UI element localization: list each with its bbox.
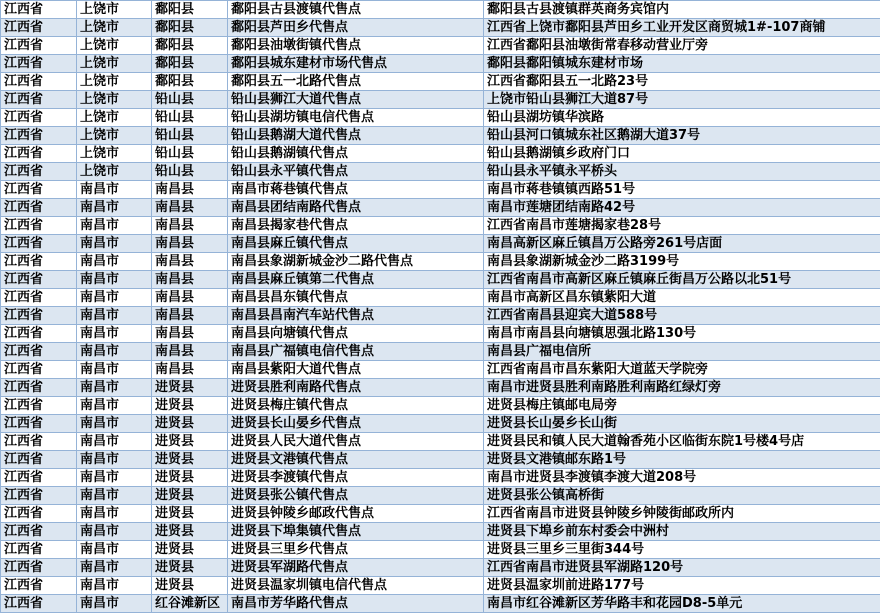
cell-county[interactable]: 铅山县 — [152, 109, 228, 127]
table-row — [1, 541, 880, 559]
cell-county[interactable]: 铅山县 — [152, 145, 228, 163]
cell-address[interactable]: 进贤县温家圳前进路177号 — [484, 577, 880, 595]
cell-outlet[interactable]: 鄱阳县芦田乡代售点 — [228, 19, 484, 37]
cell-address[interactable]: 进贤县梅庄镇邮电局旁 — [484, 397, 880, 415]
cell-province[interactable]: 江西省 — [1, 181, 77, 199]
cell-outlet[interactable]: 南昌县麻丘镇第二代售点 — [228, 271, 484, 289]
table-row — [1, 325, 880, 343]
cell-city[interactable]: 上饶市 — [77, 73, 152, 91]
cell-county[interactable]: 铅山县 — [152, 163, 228, 181]
cell-province[interactable]: 江西省 — [1, 505, 77, 523]
cell-county[interactable]: 鄱阳县 — [152, 37, 228, 55]
cell-outlet[interactable]: 南昌县昌东镇代售点 — [228, 289, 484, 307]
table-row — [1, 1, 880, 19]
cell-province[interactable]: 江西省 — [1, 91, 77, 109]
cell-city[interactable]: 上饶市 — [77, 55, 152, 73]
cell-outlet[interactable]: 南昌县象湖新城金沙二路代售点 — [228, 253, 484, 271]
cell-outlet[interactable]: 南昌县团结南路代售点 — [228, 199, 484, 217]
cell-address[interactable]: 上饶市铅山县狮江大道87号 — [484, 91, 880, 109]
cell-address[interactable]: 南昌市蒋巷镇镇西路51号 — [484, 181, 880, 199]
cell-county[interactable]: 鄱阳县 — [152, 1, 228, 19]
cell-county[interactable]: 进贤县 — [152, 541, 228, 559]
cell-address[interactable]: 江西省南昌市进贤县军湖路120号 — [484, 559, 880, 577]
cell-city[interactable]: 南昌市 — [77, 307, 152, 325]
cell-province[interactable]: 江西省 — [1, 19, 77, 37]
cell-city[interactable]: 南昌市 — [77, 289, 152, 307]
table-row — [1, 37, 880, 55]
cell-city[interactable]: 南昌市 — [77, 325, 152, 343]
cell-outlet[interactable]: 鄱阳县油墩街镇代售点 — [228, 37, 484, 55]
table-row — [1, 595, 880, 613]
cell-outlet[interactable]: 鄱阳县五一北路代售点 — [228, 73, 484, 91]
cell-county[interactable]: 南昌县 — [152, 199, 228, 217]
cell-province[interactable]: 江西省 — [1, 379, 77, 397]
table-row — [1, 55, 880, 73]
cell-city[interactable]: 南昌市 — [77, 181, 152, 199]
table-row — [1, 577, 880, 595]
table-row — [1, 487, 880, 505]
table-row — [1, 289, 880, 307]
cell-county[interactable]: 南昌县 — [152, 307, 228, 325]
cell-city[interactable]: 南昌市 — [77, 487, 152, 505]
cell-outlet[interactable]: 铅山县鹅湖大道代售点 — [228, 127, 484, 145]
cell-address[interactable]: 铅山县鹅湖镇乡政府门口 — [484, 145, 880, 163]
table-row — [1, 91, 880, 109]
cell-address[interactable]: 南昌县广福电信所 — [484, 343, 880, 361]
cell-outlet[interactable]: 鄱阳县城东建材市场代售点 — [228, 55, 484, 73]
table-row — [1, 343, 880, 361]
cell-province[interactable]: 江西省 — [1, 451, 77, 469]
cell-province[interactable]: 江西省 — [1, 325, 77, 343]
table-row — [1, 109, 880, 127]
cell-county[interactable]: 南昌县 — [152, 271, 228, 289]
cell-city[interactable]: 南昌市 — [77, 523, 152, 541]
cell-address[interactable]: 鄱阳县鄱阳镇城东建材市场 — [484, 55, 880, 73]
cell-address[interactable]: 南昌市进贤县李渡镇李渡大道208号 — [484, 469, 880, 487]
cell-county[interactable]: 进贤县 — [152, 433, 228, 451]
cell-province[interactable]: 江西省 — [1, 433, 77, 451]
table-row — [1, 127, 880, 145]
cell-outlet[interactable]: 铅山县鹅湖镇代售点 — [228, 145, 484, 163]
cell-address[interactable]: 进贤县文港镇邮东路1号 — [484, 451, 880, 469]
cell-city[interactable]: 南昌市 — [77, 433, 152, 451]
cell-province[interactable]: 江西省 — [1, 217, 77, 235]
cell-city[interactable]: 上饶市 — [77, 91, 152, 109]
table-row — [1, 451, 880, 469]
cell-province[interactable]: 江西省 — [1, 289, 77, 307]
cell-outlet[interactable]: 铅山县湖坊镇电信代售点 — [228, 109, 484, 127]
cell-outlet[interactable]: 进贤县三里乡代售点 — [228, 541, 484, 559]
cell-city[interactable]: 南昌市 — [77, 235, 152, 253]
cell-county[interactable]: 进贤县 — [152, 523, 228, 541]
cell-province[interactable]: 江西省 — [1, 541, 77, 559]
cell-city[interactable]: 南昌市 — [77, 217, 152, 235]
cell-outlet[interactable]: 进贤县人民大道代售点 — [228, 433, 484, 451]
cell-province[interactable]: 江西省 — [1, 109, 77, 127]
cell-county[interactable]: 进贤县 — [152, 415, 228, 433]
cell-outlet[interactable]: 进贤县文港镇代售点 — [228, 451, 484, 469]
cell-province[interactable]: 江西省 — [1, 469, 77, 487]
cell-province[interactable]: 江西省 — [1, 523, 77, 541]
cell-province[interactable]: 江西省 — [1, 235, 77, 253]
cell-province[interactable]: 江西省 — [1, 145, 77, 163]
table-row — [1, 559, 880, 577]
cell-county[interactable]: 铅山县 — [152, 127, 228, 145]
cell-address[interactable]: 铅山县河口镇城东社区鹅湖大道37号 — [484, 127, 880, 145]
cell-address[interactable]: 江西省上饶市鄱阳县芦田乡工业开发区商贸城1#-107商铺 — [484, 19, 880, 37]
cell-province[interactable]: 江西省 — [1, 1, 77, 19]
cell-county[interactable]: 进贤县 — [152, 505, 228, 523]
cell-city[interactable]: 南昌市 — [77, 559, 152, 577]
cell-city[interactable]: 上饶市 — [77, 19, 152, 37]
cell-city[interactable]: 南昌市 — [77, 397, 152, 415]
cell-outlet[interactable]: 进贤县下埠集镇代售点 — [228, 523, 484, 541]
cell-county[interactable]: 铅山县 — [152, 91, 228, 109]
cell-address[interactable]: 江西省鄱阳县油墩街常春移动营业厅旁 — [484, 37, 880, 55]
cell-county[interactable]: 南昌县 — [152, 253, 228, 271]
cell-outlet[interactable]: 南昌县昌南汽车站代售点 — [228, 307, 484, 325]
cell-province[interactable]: 江西省 — [1, 397, 77, 415]
cell-city[interactable]: 上饶市 — [77, 37, 152, 55]
cell-outlet[interactable]: 南昌市芳华路代售点 — [228, 595, 484, 613]
cell-city[interactable]: 南昌市 — [77, 361, 152, 379]
cell-outlet[interactable]: 南昌市蒋巷镇代售点 — [228, 181, 484, 199]
table-row — [1, 469, 880, 487]
cell-county[interactable]: 红谷滩新区 — [152, 595, 228, 613]
table-row — [1, 217, 880, 235]
cell-outlet[interactable]: 南昌县麻丘镇代售点 — [228, 235, 484, 253]
cell-county[interactable]: 南昌县 — [152, 181, 228, 199]
table-row — [1, 163, 880, 181]
cell-address[interactable]: 江西省南昌市莲塘揭家巷28号 — [484, 217, 880, 235]
cell-city[interactable]: 南昌市 — [77, 541, 152, 559]
cell-city[interactable]: 南昌市 — [77, 271, 152, 289]
cell-address[interactable]: 南昌市南昌县向塘镇思强北路130号 — [484, 325, 880, 343]
cell-county[interactable]: 进贤县 — [152, 451, 228, 469]
cell-outlet[interactable]: 铅山县狮江大道代售点 — [228, 91, 484, 109]
cell-outlet[interactable]: 铅山县永平镇代售点 — [228, 163, 484, 181]
cell-outlet[interactable]: 进贤县军湖路代售点 — [228, 559, 484, 577]
cell-province[interactable]: 江西省 — [1, 577, 77, 595]
cell-county[interactable]: 进贤县 — [152, 379, 228, 397]
cell-outlet[interactable]: 进贤县李渡镇代售点 — [228, 469, 484, 487]
cell-outlet[interactable]: 南昌县紫阳大道代售点 — [228, 361, 484, 379]
cell-province[interactable]: 江西省 — [1, 199, 77, 217]
cell-county[interactable]: 鄱阳县 — [152, 73, 228, 91]
cell-province[interactable]: 江西省 — [1, 73, 77, 91]
cell-outlet[interactable]: 进贤县温家圳镇电信代售点 — [228, 577, 484, 595]
cell-address[interactable]: 进贤县三里乡三里街344号 — [484, 541, 880, 559]
cell-address[interactable]: 南昌市高新区昌东镇紫阳大道 — [484, 289, 880, 307]
cell-address[interactable]: 南昌高新区麻丘镇昌万公路旁261号店面 — [484, 235, 880, 253]
cell-city[interactable]: 南昌市 — [77, 469, 152, 487]
cell-county[interactable]: 南昌县 — [152, 325, 228, 343]
table-row — [1, 397, 880, 415]
cell-city[interactable]: 上饶市 — [77, 127, 152, 145]
cell-city[interactable]: 南昌市 — [77, 199, 152, 217]
cell-province[interactable]: 江西省 — [1, 559, 77, 577]
cell-county[interactable]: 鄱阳县 — [152, 55, 228, 73]
cell-city[interactable]: 南昌市 — [77, 505, 152, 523]
cell-address[interactable]: 进贤县下埠乡前东村委会中洲村 — [484, 523, 880, 541]
cell-address[interactable]: 江西省鄱阳县五一北路23号 — [484, 73, 880, 91]
cell-outlet[interactable]: 进贤县梅庄镇代售点 — [228, 397, 484, 415]
table-row — [1, 307, 880, 325]
cell-address[interactable]: 南昌市莲塘团结南路42号 — [484, 199, 880, 217]
cell-address[interactable]: 进贤县长山晏乡长山街 — [484, 415, 880, 433]
cell-province[interactable]: 江西省 — [1, 253, 77, 271]
cell-province[interactable]: 江西省 — [1, 595, 77, 613]
table-row — [1, 523, 880, 541]
table-row — [1, 19, 880, 37]
cell-address[interactable]: 鄱阳县古县渡镇群英商务宾馆内 — [484, 1, 880, 19]
table-row — [1, 199, 880, 217]
cell-county[interactable]: 进贤县 — [152, 469, 228, 487]
cell-address[interactable]: 铅山县湖坊镇华滨路 — [484, 109, 880, 127]
cell-address[interactable]: 铅山县永平镇永平桥头 — [484, 163, 880, 181]
cell-outlet[interactable]: 进贤县张公镇代售点 — [228, 487, 484, 505]
cell-county[interactable]: 进贤县 — [152, 559, 228, 577]
cell-outlet[interactable]: 进贤县钟陵乡邮政代售点 — [228, 505, 484, 523]
cell-county[interactable]: 南昌县 — [152, 217, 228, 235]
table-row — [1, 433, 880, 451]
cell-province[interactable]: 江西省 — [1, 127, 77, 145]
cell-address[interactable]: 江西省南昌市昌东紫阳大道蓝天学院旁 — [484, 361, 880, 379]
cell-province[interactable]: 江西省 — [1, 343, 77, 361]
cell-county[interactable]: 南昌县 — [152, 343, 228, 361]
table-row — [1, 415, 880, 433]
cell-address[interactable]: 江西省南昌市高新区麻丘镇麻丘街昌万公路以北51号 — [484, 271, 880, 289]
table-row — [1, 271, 880, 289]
cell-address[interactable]: 进贤县张公镇高桥街 — [484, 487, 880, 505]
cell-city[interactable]: 南昌市 — [77, 415, 152, 433]
cell-outlet[interactable]: 进贤县胜利南路代售点 — [228, 379, 484, 397]
cell-outlet[interactable]: 鄱阳县古县渡镇代售点 — [228, 1, 484, 19]
cell-county[interactable]: 南昌县 — [152, 235, 228, 253]
cell-city[interactable]: 上饶市 — [77, 1, 152, 19]
cell-county[interactable]: 进贤县 — [152, 397, 228, 415]
table-row — [1, 253, 880, 271]
cell-province[interactable]: 江西省 — [1, 37, 77, 55]
cell-province[interactable]: 江西省 — [1, 361, 77, 379]
cell-outlet[interactable]: 南昌县向塘镇代售点 — [228, 325, 484, 343]
table-row — [1, 361, 880, 379]
cell-city[interactable]: 南昌市 — [77, 343, 152, 361]
table-row — [1, 505, 880, 523]
cell-address[interactable]: 进贤县民和镇人民大道翰香苑小区临街东院1号楼4号店 — [484, 433, 880, 451]
cell-city[interactable]: 南昌市 — [77, 253, 152, 271]
cell-address[interactable]: 江西省南昌市进贤县钟陵乡钟陵街邮政所内 — [484, 505, 880, 523]
cell-county[interactable]: 进贤县 — [152, 487, 228, 505]
table-row — [1, 145, 880, 163]
cell-county[interactable]: 进贤县 — [152, 577, 228, 595]
cell-outlet[interactable]: 南昌县广福镇电信代售点 — [228, 343, 484, 361]
cell-outlet[interactable]: 南昌县揭家巷代售点 — [228, 217, 484, 235]
cell-city[interactable]: 南昌市 — [77, 577, 152, 595]
cell-province[interactable]: 江西省 — [1, 487, 77, 505]
cell-address[interactable]: 江西省南昌县迎宾大道588号 — [484, 307, 880, 325]
cell-city[interactable]: 南昌市 — [77, 379, 152, 397]
cell-county[interactable]: 南昌县 — [152, 361, 228, 379]
cell-county[interactable]: 鄱阳县 — [152, 19, 228, 37]
cell-city[interactable]: 上饶市 — [77, 163, 152, 181]
cell-address[interactable]: 南昌市红谷滩新区芳华路丰和花园D8-5单元 — [484, 595, 880, 613]
cell-province[interactable]: 江西省 — [1, 55, 77, 73]
cell-city[interactable]: 上饶市 — [77, 145, 152, 163]
cell-province[interactable]: 江西省 — [1, 307, 77, 325]
table-row — [1, 379, 880, 397]
cell-address[interactable]: 南昌市进贤县胜利南路胜利南路红绿灯旁 — [484, 379, 880, 397]
cell-province[interactable]: 江西省 — [1, 415, 77, 433]
table-body — [1, 1, 880, 613]
cell-province[interactable]: 江西省 — [1, 163, 77, 181]
cell-city[interactable]: 上饶市 — [77, 109, 152, 127]
cell-outlet[interactable]: 进贤县长山晏乡代售点 — [228, 415, 484, 433]
table-row — [1, 181, 880, 199]
cell-county[interactable]: 南昌县 — [152, 289, 228, 307]
cell-province[interactable]: 江西省 — [1, 271, 77, 289]
table-row — [1, 73, 880, 91]
cell-city[interactable]: 南昌市 — [77, 451, 152, 469]
cell-city[interactable]: 南昌市 — [77, 595, 152, 613]
table-row — [1, 235, 880, 253]
cell-address[interactable]: 南昌县象湖新城金沙二路3199号 — [484, 253, 880, 271]
